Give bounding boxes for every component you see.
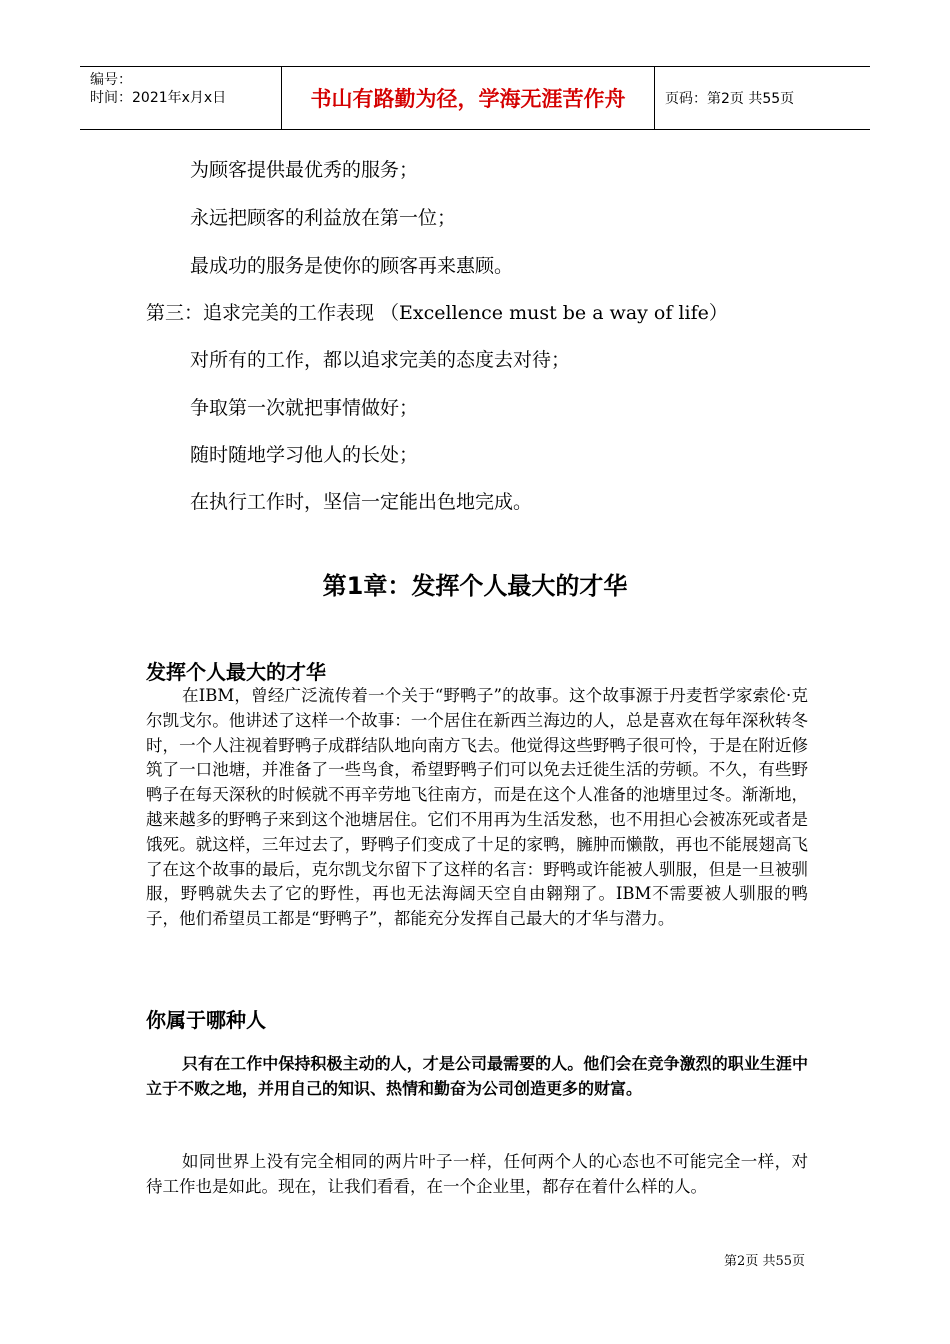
intro-line: 永远把顾客的利益放在第一位； bbox=[190, 207, 457, 229]
section-line: 随时随地学习他人的长处； bbox=[190, 444, 419, 466]
page-footer: 第2页 共55页 bbox=[724, 1254, 805, 1269]
header-meta bbox=[80, 67, 282, 129]
time-label: 时间：2021年x月x日 bbox=[90, 90, 227, 106]
subheading: 发挥个人最大的才华 bbox=[146, 660, 326, 684]
emphasis-paragraph: 只有在工作中保持积极主动的人，才是公司最需要的人。他们会在竞争激烈的职业生涯中立于不败之地，并用自己的知识、热情和勤奋为公司创造更多的财富。 bbox=[146, 1054, 808, 1098]
section-title: 第三：追求完美的工作表现 （Excellence must be a way of life） bbox=[146, 302, 728, 324]
intro-line: 为顾客提供最优秀的服务； bbox=[190, 159, 419, 181]
section-line: 在执行工作时，坚信一定能出色地完成。 bbox=[190, 491, 533, 513]
header-page-code: 页码：第2页 共55页 bbox=[665, 91, 795, 107]
header-motto: 书山有路勤为径，学海无涯苦作舟 bbox=[282, 67, 655, 129]
page-header bbox=[80, 66, 870, 130]
body-paragraph: 如同世界上没有完全相同的两片叶子一样，任何两个人的心态也不可能完全一样，对待工作也是如此。现在，让我们看看，在一个企业里，都存在着什么样的人。 bbox=[146, 1152, 808, 1196]
intro-line: 最成功的服务是使你的顾客再来惠顾。 bbox=[190, 255, 514, 277]
chapter-title: 第1章：发挥个人最大的才华 bbox=[322, 572, 628, 600]
number-label: 编号： bbox=[90, 72, 132, 88]
body-paragraph: 在IBM，曾经广泛流传着一个关于“野鸭子”的故事。这个故事源于丹麦哲学家索伦·克尔凯戈尔。他讲述了这样一个故事：一个居住在新西兰海边的人，总是喜欢在每年深秋转冬时，一个人注视着野鸭子成群结队地向南方飞去。他觉得这些野鸭子很可怜，于是在附近修筑了一口池塘，并准备了一些鸟食，希望野鸭子们可以免去迁徙生活的劳顿。不久，有些野鸭子在每天深秋的时候就不再辛劳地飞往南方，而是在这个人准备的池塘里过冬。渐渐地，越来越多的野鸭子来到这个池塘居住。它们不用再为生活发愁，也不用担心会被冻死或者是饿死。就这样，三年过去了，野鸭子们变成了十足的家鸭，臃肿而懒散，再也不能展翅高飞了在这个故事的最后，克尔凯戈尔留下了这样的名言：野鸭或许能被人驯服，但是一旦被驯服，野鸭就失去了它的野性，再也无法海阔天空自由翱翔了。IBM不需要被人驯服的鸭子，他们希望员工都是“野鸭子”，都能充分发挥自己最大的才华与潜力。 bbox=[146, 686, 808, 929]
section-line: 争取第一次就把事情做好； bbox=[190, 397, 419, 419]
subheading: 你属于哪种人 bbox=[146, 1008, 266, 1032]
section-line: 对所有的工作，都以追求完美的态度去对待； bbox=[190, 349, 571, 371]
